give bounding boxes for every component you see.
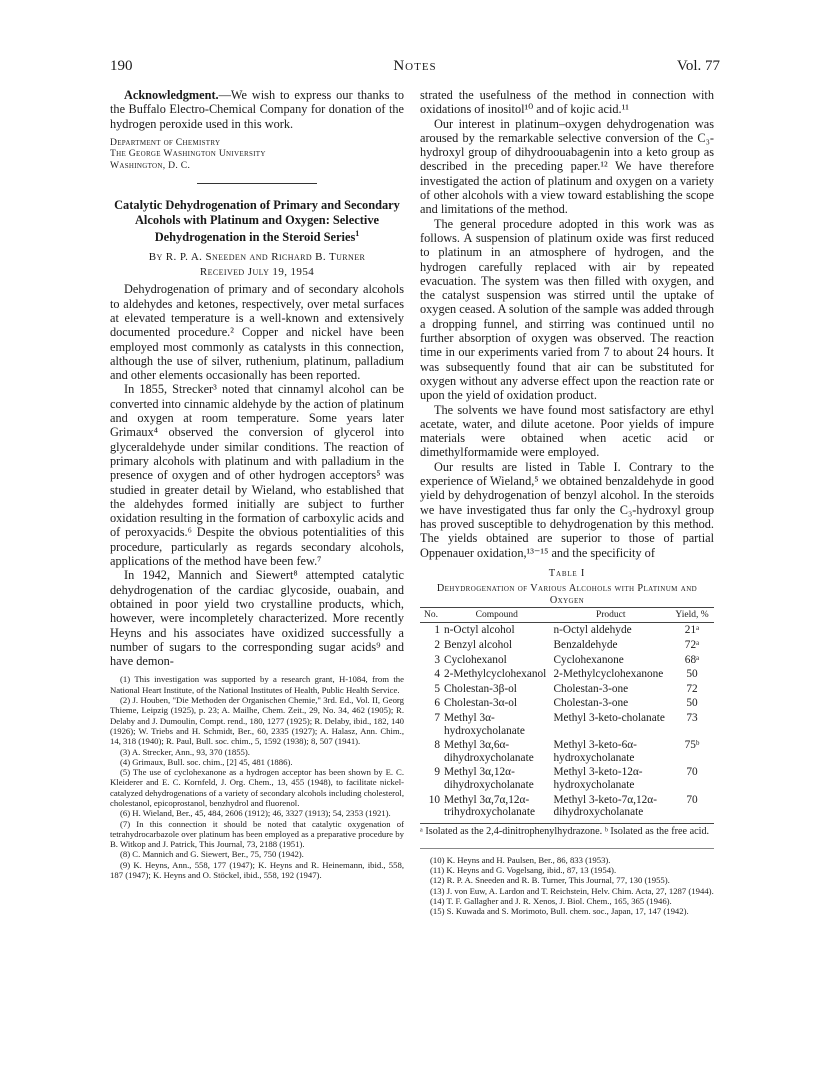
row-number: 8 (434, 739, 440, 752)
compound-cell: Methyl 3α,6α-dihydroxycholanate (444, 739, 534, 764)
row-number: 6 (434, 697, 440, 710)
table-row (420, 696, 714, 711)
compound-cell: Benzyl alcohol (444, 638, 513, 651)
product-cell: Benzaldehyde (553, 638, 618, 651)
received-date: Received July 19, 1954 (199, 266, 315, 279)
footnote: (15) S. Kuwada and S. Morimoto, Bull. chem. soc., Japan, 17, 147 (1942). (430, 906, 689, 917)
yield-cell: 70 (686, 793, 698, 806)
table-row (420, 793, 714, 820)
product-cell: n-Octyl aldehyde (553, 624, 632, 637)
footnote: (13) J. von Euw, A. Lardon and T. Reichstein, Helv. Chim. Acta, 27, 1287 (1944). (430, 885, 714, 896)
acknowledgment-label: Acknowledgment. (124, 88, 219, 102)
body-paragraph: The solvents we have found most satisfactory are ethyl acetate, water, and dilute acetone. Poor yields of impure materials were obtained when acetic acid or dimethylformamide were employed. (420, 402, 714, 460)
table-row (420, 711, 714, 738)
table-row (420, 653, 714, 668)
section-title: Notes (393, 58, 437, 74)
column-header: No. (420, 607, 442, 623)
footnote: (1) This investigation was supported by a research grant, H-1084, from the National Heart Institute, of the National Institutes of Health, Public Health Service. (110, 674, 404, 695)
footnote: (6) H. Wieland, Ber., 45, 484, 2606 (1912); 46, 3327 (1913); 54, 2353 (1921). (120, 808, 391, 819)
affiliation (110, 137, 404, 172)
yield-cell: 21ᵃ (684, 624, 700, 637)
affiliation-line: Washington, D. C. (110, 159, 191, 171)
right-column (420, 88, 714, 916)
body-paragraph: strated the usefulness of the method in connection with oxidations of inositol¹⁰ and of kojic acid.¹¹ (420, 88, 714, 117)
body-paragraph: In 1855, Strecker³ noted that cinnamyl alcohol can be converted into cinnamic aldehyde by the action of platinum and oxygen at room temperature. Some years later Grimaux⁴ observed the conversion of glycerol into glyceraldehyde under similar conditions. The reaction of primary alcohols with platinum and with palladium in the presence of oxygen and of other hydrogen acceptors⁵ was studied in greater detail by Wieland, who established that the aldehydes formed initially are subject to further oxidation resulting in the formation of carboxylic acids and of peroxyacids.⁶ Despite the obvious potentialities of this procedure, particularly as regards secondary alcohols, applications of the method have been few.⁷ (110, 382, 404, 569)
compound-cell: Methyl 3α,7α,12α-trihydroxycholanate (444, 793, 535, 819)
table-header-row (420, 607, 714, 623)
results-table (420, 607, 714, 820)
affiliation-line: Department of Chemistry (110, 136, 221, 148)
compound-cell: Methyl 3α,12α-dihydroxycholanate (444, 766, 534, 791)
table-row (420, 667, 714, 682)
product-cell: Cholestan-3-one (553, 697, 629, 710)
footnote: (7) In this connection it should be noted that catalytic oxygenation of tetrahydrocarbazole over platinum has been employed as a preparative procedure by B. Witkop and J. Patrick, This Journal, 73, 2188 (1951). (110, 818, 404, 850)
yield-cell: 50 (686, 697, 698, 710)
table-label: Table I (548, 567, 586, 579)
footnotes-right (420, 848, 714, 917)
footnote: (4) Grimaux, Bull. soc. chim., [2] 45, 481 (1886). (120, 756, 293, 767)
product-cell: Cyclohexanone (553, 653, 624, 666)
left-column (110, 88, 404, 880)
title-footnote-marker: 1 (355, 228, 360, 238)
yield-cell: 50 (686, 668, 698, 681)
footnote: (14) T. F. Gallagher and J. R. Xenos, J. Biol. Chem., 165, 365 (1946). (430, 895, 672, 906)
row-number: 10 (428, 793, 440, 806)
volume-label: Vol. 77 (676, 58, 720, 74)
compound-cell: 2-Methylcyclohexanol (444, 668, 547, 681)
section-divider (197, 183, 317, 184)
column-header: Product (552, 607, 670, 623)
row-number: 9 (434, 766, 440, 779)
compound-cell: Cyclohexanol (444, 653, 507, 666)
table-row (420, 765, 714, 792)
row-number: 2 (434, 638, 440, 651)
footnote: (12) R. P. A. Sneeden and R. B. Turner, This Journal, 77, 130 (1955). (430, 875, 670, 886)
body-paragraph: Our interest in platinum–oxygen dehydrogenation was aroused by the remarkable selective conversion of the C₃-hydroxyl group of dihydroouabagenin into a keto group as described in the preceding paper.¹² We have therefore investigated the action of platinum and oxygen on a variety of other alcohols with a view toward establishing the scope and limitations of the method. (420, 116, 714, 217)
footnote: (2) J. Houben, "Die Methoden der Organischen Chemie," 3rd. Ed., Vol. II, Georg Thieme, Leipzig (1925), p. 23; A. Mailhe, Chem. Zeit., 29, No. 34, 462 (1905); R. Delaby and J. Dumoulin, Compt. rend., 180, 1277 (1925); R. Delaby, ibid., 182, 140 (1926); W. Triebs and H. Schmidt, Ber., 60, 2335 (1927); A. Halasz, Ann. Chim., 14, 318 (1940); R. Paul, Bull. soc. chim., 5, 1592 (1938); 8, 507 (1941). (110, 695, 404, 747)
yield-cell: 72ᵃ (684, 638, 700, 651)
acknowledgment-text: —We wish to express our thanks to the Buffalo Electro-Chemical Company for donation of the hydrogen peroxide used in this work. (110, 88, 404, 131)
yield-cell: 73 (686, 711, 698, 724)
article-title-text: Catalytic Dehydrogenation of Primary and Secondary Alcohols with Platinum and Oxygen: Selective Dehydrogenation in the Steroid Series (114, 198, 400, 245)
row-number: 3 (434, 653, 440, 666)
product-cell: Methyl 3-keto-7α,12α-dihydroxycholanate (553, 793, 657, 819)
footnote: (10) K. Heyns and H. Paulsen, Ber., 86, 833 (1953). (430, 854, 611, 865)
product-cell: Methyl 3-keto-12α-hydroxycholanate (553, 766, 643, 791)
body-paragraph: The general procedure adopted in this work was as follows. A suspension of platinum oxide was first reduced to platinum in an atmosphere of hydrogen, and the hydrogen carefully replaced with air by repeated evacuation. The system was then filled with oxygen, and the catalyst suspension was stirred until the uptake of oxygen ceased. A solution of the sample was added through a dropping funnel, and stirring was continued until no further absorption of oxygen was observed. The reaction time in our experiments varied from 7 to about 24 hours. It was subsequently found that air can be substituted for oxygen without any adverse effect upon the reaction rate or upon the yield of oxidation product. (420, 216, 714, 403)
table-caption: Dehydrogenation of Various Alcohols with Platinum and Oxygen (436, 582, 698, 606)
yield-cell: 70 (686, 766, 698, 779)
column-header: Yield, % (670, 607, 714, 623)
footnote: (9) K. Heyns, Ann., 558, 177 (1947); K. Heyns and R. Heinemann, ibid., 558, 187 (1947); K. Heyns and O. Stöckel, ibid., 558, 192 (1947). (110, 859, 404, 881)
footnote: (3) A. Strecker, Ann., 93, 370 (1855). (120, 746, 250, 757)
body-paragraph: Dehydrogenation of primary and of secondary alcohols to aldehydes and ketones, respectively, over metal surfaces at elevated temperature is a well-known and extensively documented procedure.² Copper and nickel have been employed most commonly as catalysts in this connection, although the use of silver, ruthenium, platinum, palladium and other elements occasionally has been reported. (110, 282, 404, 383)
compound-cell: n-Octyl alcohol (444, 624, 515, 637)
yield-cell: 72 (686, 682, 698, 695)
article-title (110, 198, 404, 244)
row-number: 5 (434, 682, 440, 695)
table-row (420, 738, 714, 765)
compound-cell: Methyl 3α-hydroxycholanate (444, 711, 525, 737)
body-paragraph: In 1942, Mannich and Siewert⁸ attempted catalytic dehydrogenation of the cardiac glycoside, ouabain, and obtained in poor yield two crystalline products, which, however, were incompletely characterized. More recently Heyns and his associates have oxidized successfully a number of sugars to the corresponding sugar acids⁹ and have demon- (110, 568, 404, 669)
article-byline: By R. P. A. Sneeden and Richard B. Turner (148, 251, 366, 264)
affiliation-line: The George Washington University (110, 148, 266, 160)
acknowledgment-paragraph (110, 88, 404, 131)
footnote: (5) The use of cyclohexanone as a hydrogen acceptor has been shown by E. C. Kleiderer and E. C. Kornfeld, J. Org. Chem., 13, 455 (1948), to facilitate nickel-catalyzed dehydrogenations of a variety of secondary alcohols including cholesterol, cholestanol, epicoprostanol, benzhydrol and fluorenol. (110, 767, 404, 808)
table-row (420, 682, 714, 697)
yield-cell: 68ᵃ (684, 653, 700, 666)
table-body (420, 623, 714, 820)
table-row (420, 623, 714, 638)
product-cell: Methyl 3-keto-6α-hydroxycholanate (553, 739, 637, 764)
footnotes-left (110, 674, 404, 880)
footnote: (8) C. Mannich and G. Siewert, Ber., 75, 750 (1942). (120, 849, 304, 860)
column-header: Compound (442, 607, 552, 623)
row-number: 7 (434, 711, 440, 724)
page-number: 190 (110, 58, 133, 74)
table-row (420, 638, 714, 653)
compound-cell: Cholestan-3β-ol (444, 682, 517, 695)
compound-cell: Cholestan-3α-ol (444, 697, 518, 710)
row-number: 4 (434, 668, 440, 681)
row-number: 1 (434, 624, 440, 637)
product-cell: 2-Methylcyclohexanone (553, 668, 664, 681)
body-paragraph: Our results are listed in Table I. Contrary to the experience of Wieland,⁵ we obtained benzaldehyde in good yield by dehydrogenation of benzyl alcohol. In the steroids we have investigated thus far only the C₃-hydroxyl group has proved susceptible to dehydrogenation by this method. The yields obtained are superior to those of partial Oppenauer oxidation,¹³⁻¹⁵ and the specificity of (420, 459, 714, 560)
yield-cell: 75ᵇ (684, 739, 700, 752)
table-footnote: ᵃ Isolated as the 2,4-dinitrophenylhydrazone. ᵇ Isolated as the free acid. (420, 823, 714, 838)
product-cell: Methyl 3-keto-cholanate (553, 711, 665, 724)
product-cell: Cholestan-3-one (553, 682, 629, 695)
footnote: (11) K. Heyns and G. Vogelsang, ibid., 87, 13 (1954). (430, 865, 617, 875)
running-header (110, 58, 720, 78)
